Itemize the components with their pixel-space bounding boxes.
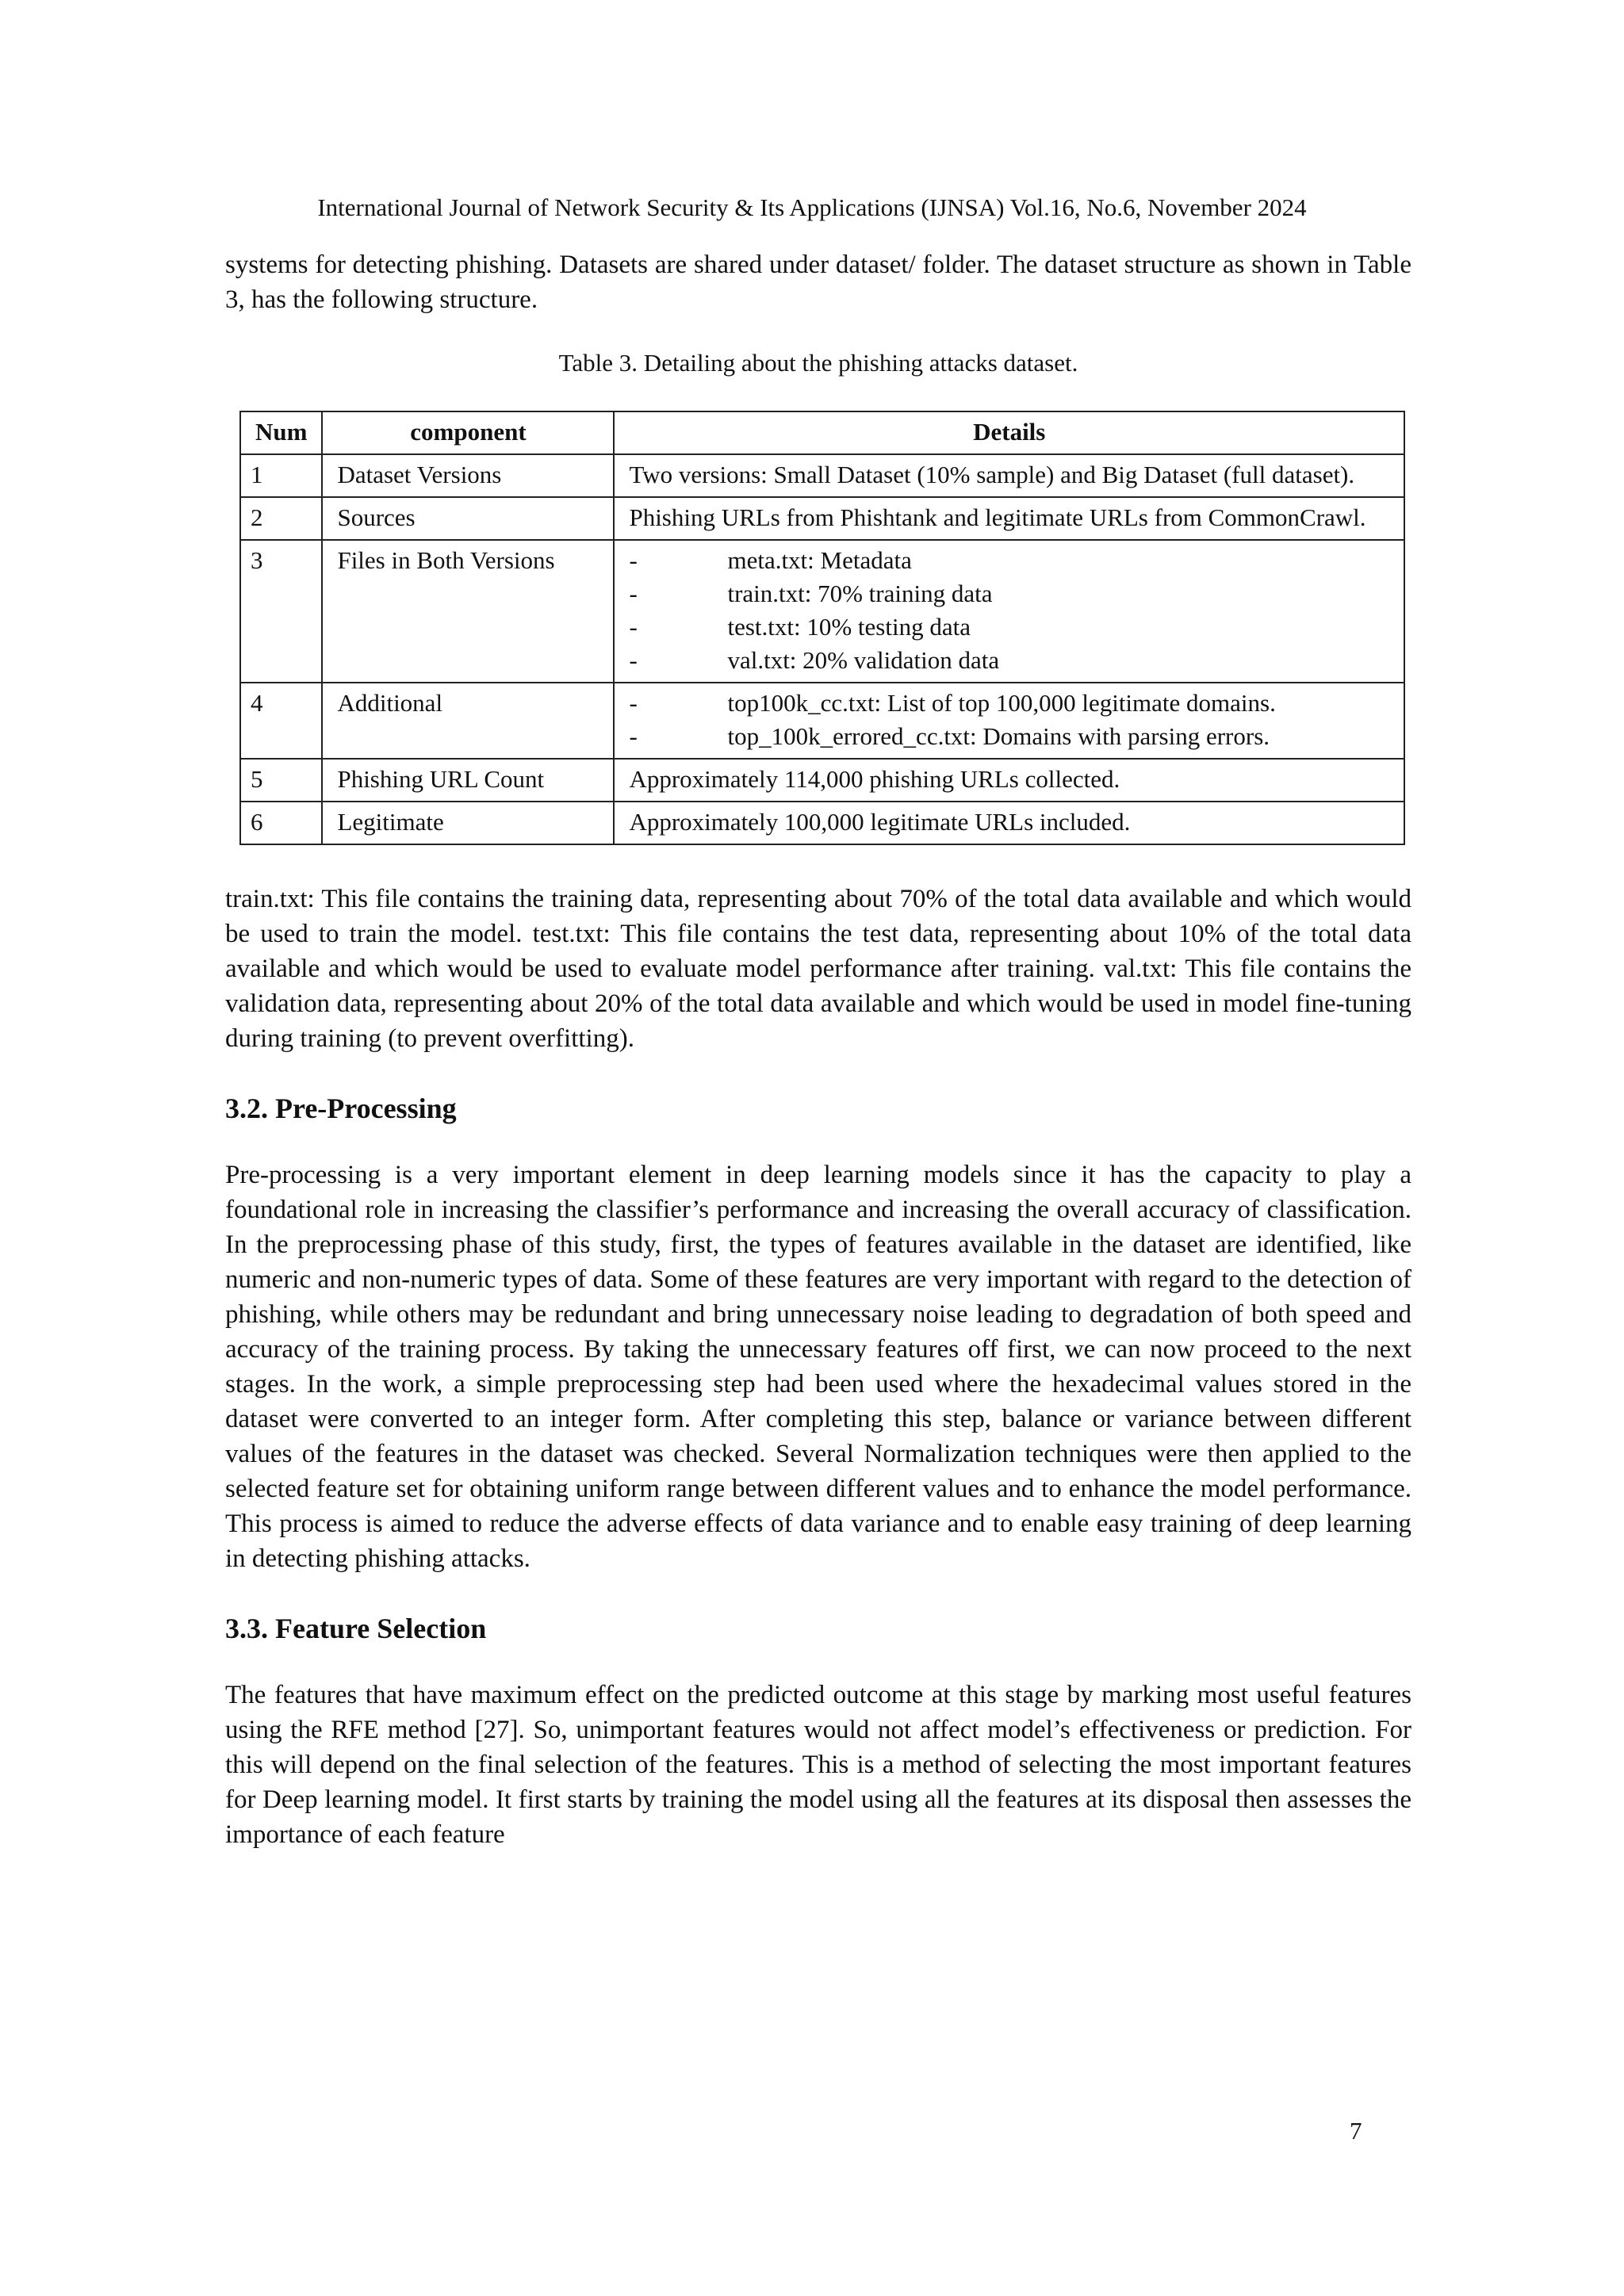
cell-details: Phishing URLs from Phishtank and legitimate URLs from CommonCrawl. [614, 497, 1404, 540]
intro-paragraph: systems for detecting phishing. Datasets are shared under dataset/ folder. The dataset structure as shown in Table 3, has the following structure. [225, 251, 1411, 314]
cell-num: 2 [240, 497, 322, 540]
section-heading-feature-selection: 3.3. Feature Selection [225, 1613, 487, 1644]
cell-component: Phishing URL Count [322, 759, 614, 802]
section-heading-preprocessing: 3.2. Pre-Processing [225, 1093, 457, 1124]
table-row [240, 454, 1404, 497]
cell-num: 6 [240, 802, 322, 844]
page-content [225, 247, 1411, 1852]
header-num: Num [240, 411, 322, 454]
cell-details: Two versions: Small Dataset (10% sample) and Big Dataset (full dataset). [614, 454, 1404, 497]
cell-component: Dataset Versions [322, 454, 614, 497]
cell-component: Legitimate [322, 802, 614, 844]
cell-details: Approximately 114,000 phishing URLs collected. [614, 759, 1404, 802]
list-item: - top_100k_errored_cc.txt: Domains with parsing errors. [629, 720, 1389, 753]
cell-details [614, 540, 1404, 683]
feature-selection-paragraph: The features that have maximum effect on the predicted outcome at this stage by marking most useful features using the RFE method [27]. So, unimportant features would not affect model’s effectiveness or prediction. For this will depend on the final selection of the features. This is a method of selecting the most important features for Deep learning model. It first starts by training the model using all the features at its disposal then assesses the importance of each feature [225, 1681, 1411, 1849]
table-row [240, 540, 1404, 683]
table-row [240, 802, 1404, 844]
table-caption: Table 3. Detailing about the phishing attacks dataset. [558, 349, 1078, 377]
preprocessing-paragraph: Pre-processing is a very important element in deep learning models since it has the capacity to play a foundational role in increasing the classifier’s performance and increasing the overall accuracy of classification. In the preprocessing phase of this study, first, the types of features available in the dataset are identified, like numeric and non-numeric types of data. Some of these features are very important with regard to the detection of phishing, while others may be redundant and bring unnecessary noise leading to degradation of both speed and accuracy of the training process. By taking the unnecessary features off first, we can now proceed to the next stages. In the work, a simple preprocessing step had been used where the hexadecimal values stored in the dataset were converted to an integer form. After completing this step, balance or variance between different values of the features in the dataset was checked. Several Normalization techniques were then applied to the selected feature set for obtaining uniform range between different values and to enhance the model performance. This process is aimed to reduce the adverse effects of data variance and to enable easy training of deep learning in detecting phishing attacks. [225, 1161, 1411, 1573]
list-item: - test.txt: 10% testing data [629, 610, 1389, 644]
cell-num: 4 [240, 683, 322, 759]
table-row [240, 683, 1404, 759]
list-item: - meta.txt: Metadata [629, 544, 1389, 577]
cell-details [614, 683, 1404, 759]
table-row [240, 497, 1404, 540]
header-component: component [322, 411, 614, 454]
cell-component: Files in Both Versions [322, 540, 614, 683]
file-list [629, 544, 1389, 677]
cell-num: 1 [240, 454, 322, 497]
page-number: 7 [1350, 2117, 1362, 2145]
table-header-row [240, 411, 1404, 454]
list-item: - train.txt: 70% training data [629, 577, 1389, 610]
running-header: International Journal of Network Security & Its Applications (IJNSA) Vol.16, No.6, November 2024 [317, 193, 1307, 221]
cell-num: 3 [240, 540, 322, 683]
cell-component: Sources [322, 497, 614, 540]
dataset-table [239, 411, 1405, 845]
additional-list [629, 687, 1389, 753]
table-row [240, 759, 1404, 802]
list-item: - top100k_cc.txt: List of top 100,000 legitimate domains. [629, 687, 1389, 720]
cell-num: 5 [240, 759, 322, 802]
list-item: - val.txt: 20% validation data [629, 644, 1389, 677]
file-description-paragraph: train.txt: This file contains the training data, representing about 70% of the total data available and which would be used to train the model. test.txt: This file contains the test data, representing about 10% of the total data available and which would be used to evaluate model performance after training. val.txt: This file contains the validation data, representing about 20% of the total data available and which would be used in model fine-tuning during training (to prevent overfitting). [225, 885, 1411, 1053]
cell-details: Approximately 100,000 legitimate URLs included. [614, 802, 1404, 844]
header-details: Details [614, 411, 1404, 454]
cell-component: Additional [322, 683, 614, 759]
